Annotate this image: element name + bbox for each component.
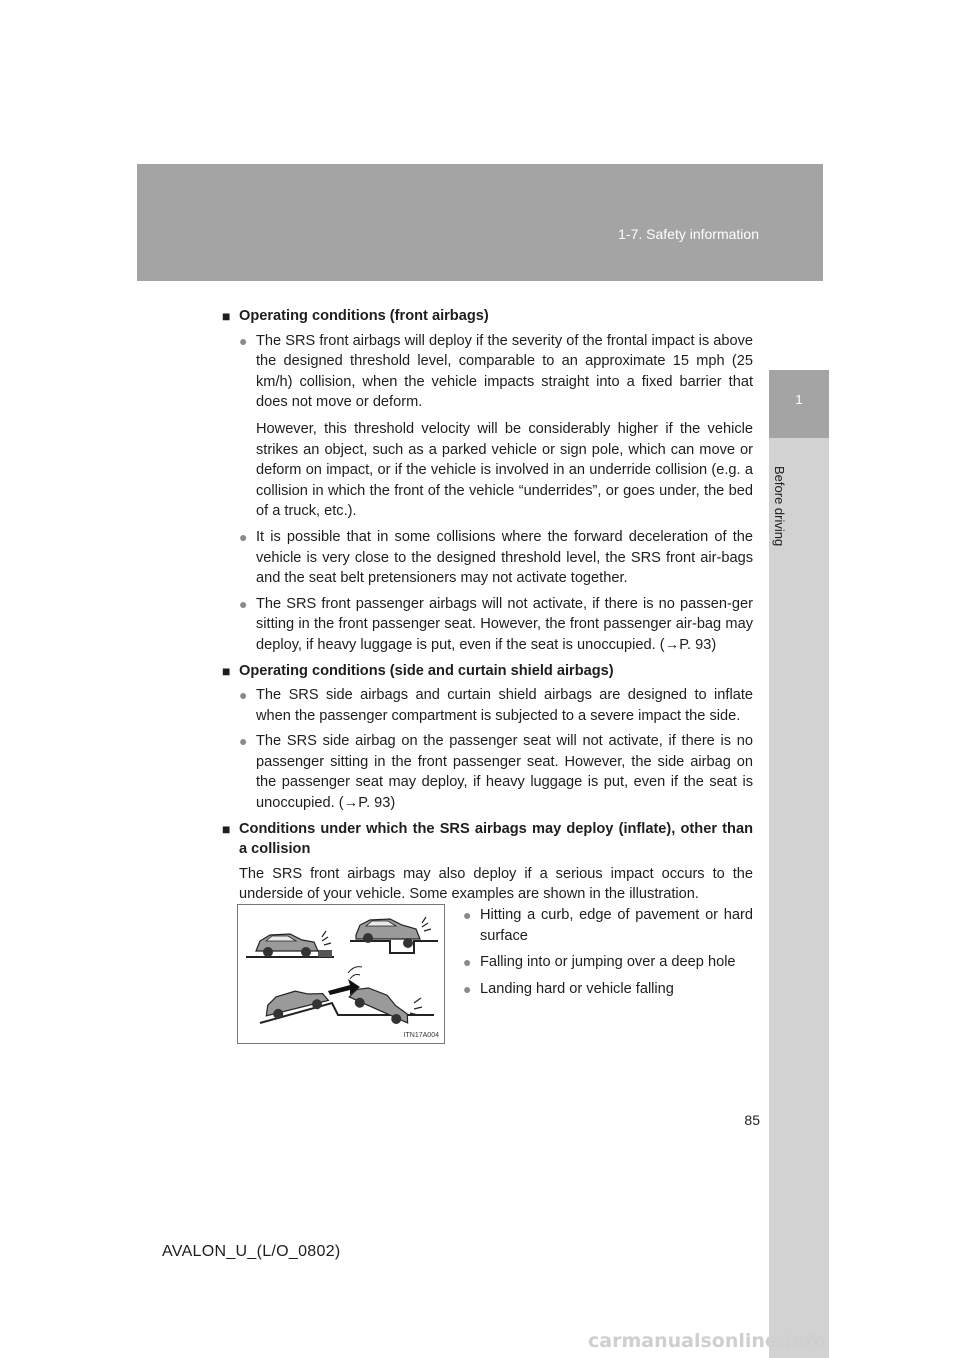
section-paragraph: The SRS front airbags may also deploy if a serious impact occurs to the underside of your vehicle. Some examples are shown in the illustration. bbox=[239, 865, 753, 903]
watermark: carmanualsonline.info bbox=[588, 1330, 827, 1352]
side-band bbox=[769, 438, 829, 1358]
chapter-number: 1 bbox=[795, 392, 803, 407]
list-item: ● The SRS side airbag on the passenger seat will not activate, if there is no passenger sitting in the front passenger seat. However, the side airbag on the passenger seat may deploy, if heavy luggage is put, even if the seat is unoccupied. (→P. 93) bbox=[239, 731, 753, 813]
illustration-drawing bbox=[238, 905, 444, 1043]
document-code: AVALON_U_(L/O_0802) bbox=[162, 1243, 341, 1260]
chapter-label: Before driving bbox=[772, 466, 787, 547]
main-content bbox=[222, 306, 753, 910]
continuation-paragraph: However, this threshold velocity will be considerably higher if the vehicle strikes an object, such as a parked vehicle or sign pole, which can move or deform on impact, or if the vehicle is involved in an underride collision (e.g. a collision in which the front of the vehicle “underrides”, or goes under, the bed of a truck, etc.). bbox=[256, 420, 753, 520]
circle-bullet-icon: ● bbox=[239, 595, 248, 612]
section-heading: ■ Operating conditions (side and curtain shield airbags) bbox=[222, 661, 753, 682]
list-item: ● The SRS side airbags and curtain shield airbags are designed to inflate when the passenger compartment is subjected to a severe impact the side. bbox=[239, 685, 753, 726]
list-item: ● Hitting a curb, edge of pavement or hard surface bbox=[463, 905, 753, 946]
landing-car-icon bbox=[260, 967, 434, 1029]
figure-code: ITN17A004 bbox=[403, 1032, 439, 1039]
hole-car-icon bbox=[350, 917, 438, 953]
circle-bullet-icon: ● bbox=[239, 687, 248, 704]
figure-captions bbox=[463, 905, 753, 1005]
circle-bullet-icon: ● bbox=[239, 332, 248, 349]
list-item: ● The SRS front passenger airbags will not activate, if there is no passen-ger sitting in the front passenger seat. However, the front passenger air-bag may deploy, if heavy luggage is put, even if the seat is unoccupied. (→P. 93) bbox=[239, 594, 753, 656]
circle-bullet-icon: ● bbox=[463, 954, 472, 971]
circle-bullet-icon: ● bbox=[463, 907, 472, 923]
section-heading: ■ Operating conditions (front airbags) bbox=[222, 306, 753, 327]
section-title: 1-7. Safety information bbox=[618, 226, 759, 242]
square-bullet-icon: ■ bbox=[222, 308, 231, 324]
list-item: ● Falling into or jumping over a deep hole bbox=[463, 952, 753, 973]
curb-car-icon bbox=[246, 931, 334, 957]
airbag-illustration bbox=[237, 904, 445, 1044]
list-item: ● The SRS front airbags will deploy if the severity of the frontal impact is above the designed threshold level, comparable to an approximate 15 mph (25 km/h) collision, when the vehicle impacts straight into a fixed barrier that does not move or deform. bbox=[239, 331, 753, 413]
circle-bullet-icon: ● bbox=[239, 733, 248, 750]
square-bullet-icon: ■ bbox=[222, 820, 231, 837]
header-band bbox=[137, 164, 823, 281]
section-heading: ■ Conditions under which the SRS airbags may deploy (inflate), other than a collision bbox=[222, 819, 753, 860]
list-item: ● It is possible that in some collisions where the forward deceleration of the vehicle is very close to the designed threshold level, the SRS front air-bags and the seat belt pretensioners may not activate together. bbox=[239, 527, 753, 589]
chapter-tab bbox=[769, 370, 829, 438]
circle-bullet-icon: ● bbox=[239, 528, 248, 545]
page-number: 85 bbox=[744, 1112, 760, 1128]
square-bullet-icon: ■ bbox=[222, 662, 231, 679]
circle-bullet-icon: ● bbox=[463, 980, 472, 997]
list-item: ● Landing hard or vehicle falling bbox=[463, 979, 753, 1000]
